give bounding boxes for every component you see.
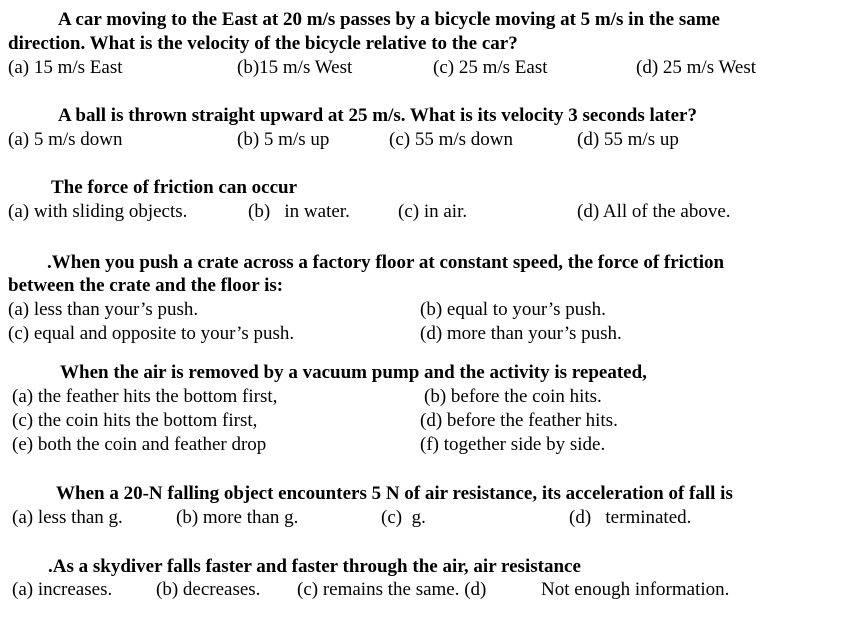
question-7-option-b: (b) decreases. (156, 579, 261, 600)
question-6-option-a: (a) less than g. (12, 507, 123, 528)
question-2-option-d: (d) 55 m/s up (577, 129, 679, 150)
question-6-option-c: (c) g. (381, 507, 426, 528)
question-5-option-f: (f) together side by side. (420, 434, 606, 455)
question-7-option-c: (c) remains the same. (d) (297, 579, 487, 600)
question-5-option-b: (b) before the coin hits. (424, 386, 602, 407)
question-7-stem: .As a skydiver falls faster and faster through the air, air resistance (48, 556, 581, 577)
question-7-option-d: Not enough information. (541, 579, 730, 600)
question-4-stem-line-2: between the crate and the floor is: (8, 275, 284, 296)
question-5-stem: When the air is removed by a vacuum pump and the activity is repeated, (60, 362, 647, 383)
question-2-stem: A ball is thrown straight upward at 25 m/s. What is its velocity 3 seconds later? (58, 105, 697, 126)
question-3-option-c: (c) in air. (398, 201, 468, 222)
question-2-option-c: (c) 55 m/s down (389, 129, 514, 150)
question-1-stem-line-1: A car moving to the East at 20 m/s passes by a bicycle moving at 5 m/s in the same (58, 9, 720, 30)
question-4-option-b: (b) equal to your’s push. (420, 299, 606, 320)
question-6-option-d: (d) terminated. (569, 507, 692, 528)
question-1-option-b: (b)15 m/s West (237, 57, 353, 78)
question-5-option-d: (d) before the feather hits. (420, 410, 618, 431)
question-4-option-c: (c) equal and opposite to your’s push. (8, 323, 295, 344)
question-4-stem-line-1: .When you push a crate across a factory floor at constant speed, the force of friction (47, 252, 725, 273)
question-1-stem-line-2: direction. What is the velocity of the bicycle relative to the car? (8, 33, 518, 54)
question-5-option-a: (a) the feather hits the bottom first, (12, 386, 278, 407)
question-2-option-a: (a) 5 m/s down (8, 129, 123, 150)
question-4-option-d: (d) more than your’s push. (420, 323, 622, 344)
question-6-stem: When a 20-N falling object encounters 5 N of air resistance, its acceleration of fall is (56, 483, 733, 504)
question-4-option-a: (a) less than your’s push. (8, 299, 199, 320)
question-3-option-d: (d) All of the above. (577, 201, 731, 222)
question-2-option-b: (b) 5 m/s up (237, 129, 330, 150)
question-7-option-a: (a) increases. (12, 579, 113, 600)
question-5-option-e: (e) both the coin and feather drop (12, 434, 267, 455)
question-3-option-a: (a) with sliding objects. (8, 201, 188, 222)
question-5-option-c: (c) the coin hits the bottom first, (12, 410, 258, 431)
question-3-option-b: (b) in water. (248, 201, 350, 222)
question-3-stem: The force of friction can occur (51, 177, 298, 198)
question-6-option-b: (b) more than g. (176, 507, 299, 528)
question-1-option-a: (a) 15 m/s East (8, 57, 123, 78)
question-1-option-d: (d) 25 m/s West (636, 57, 757, 78)
question-1-option-c: (c) 25 m/s East (433, 57, 548, 78)
